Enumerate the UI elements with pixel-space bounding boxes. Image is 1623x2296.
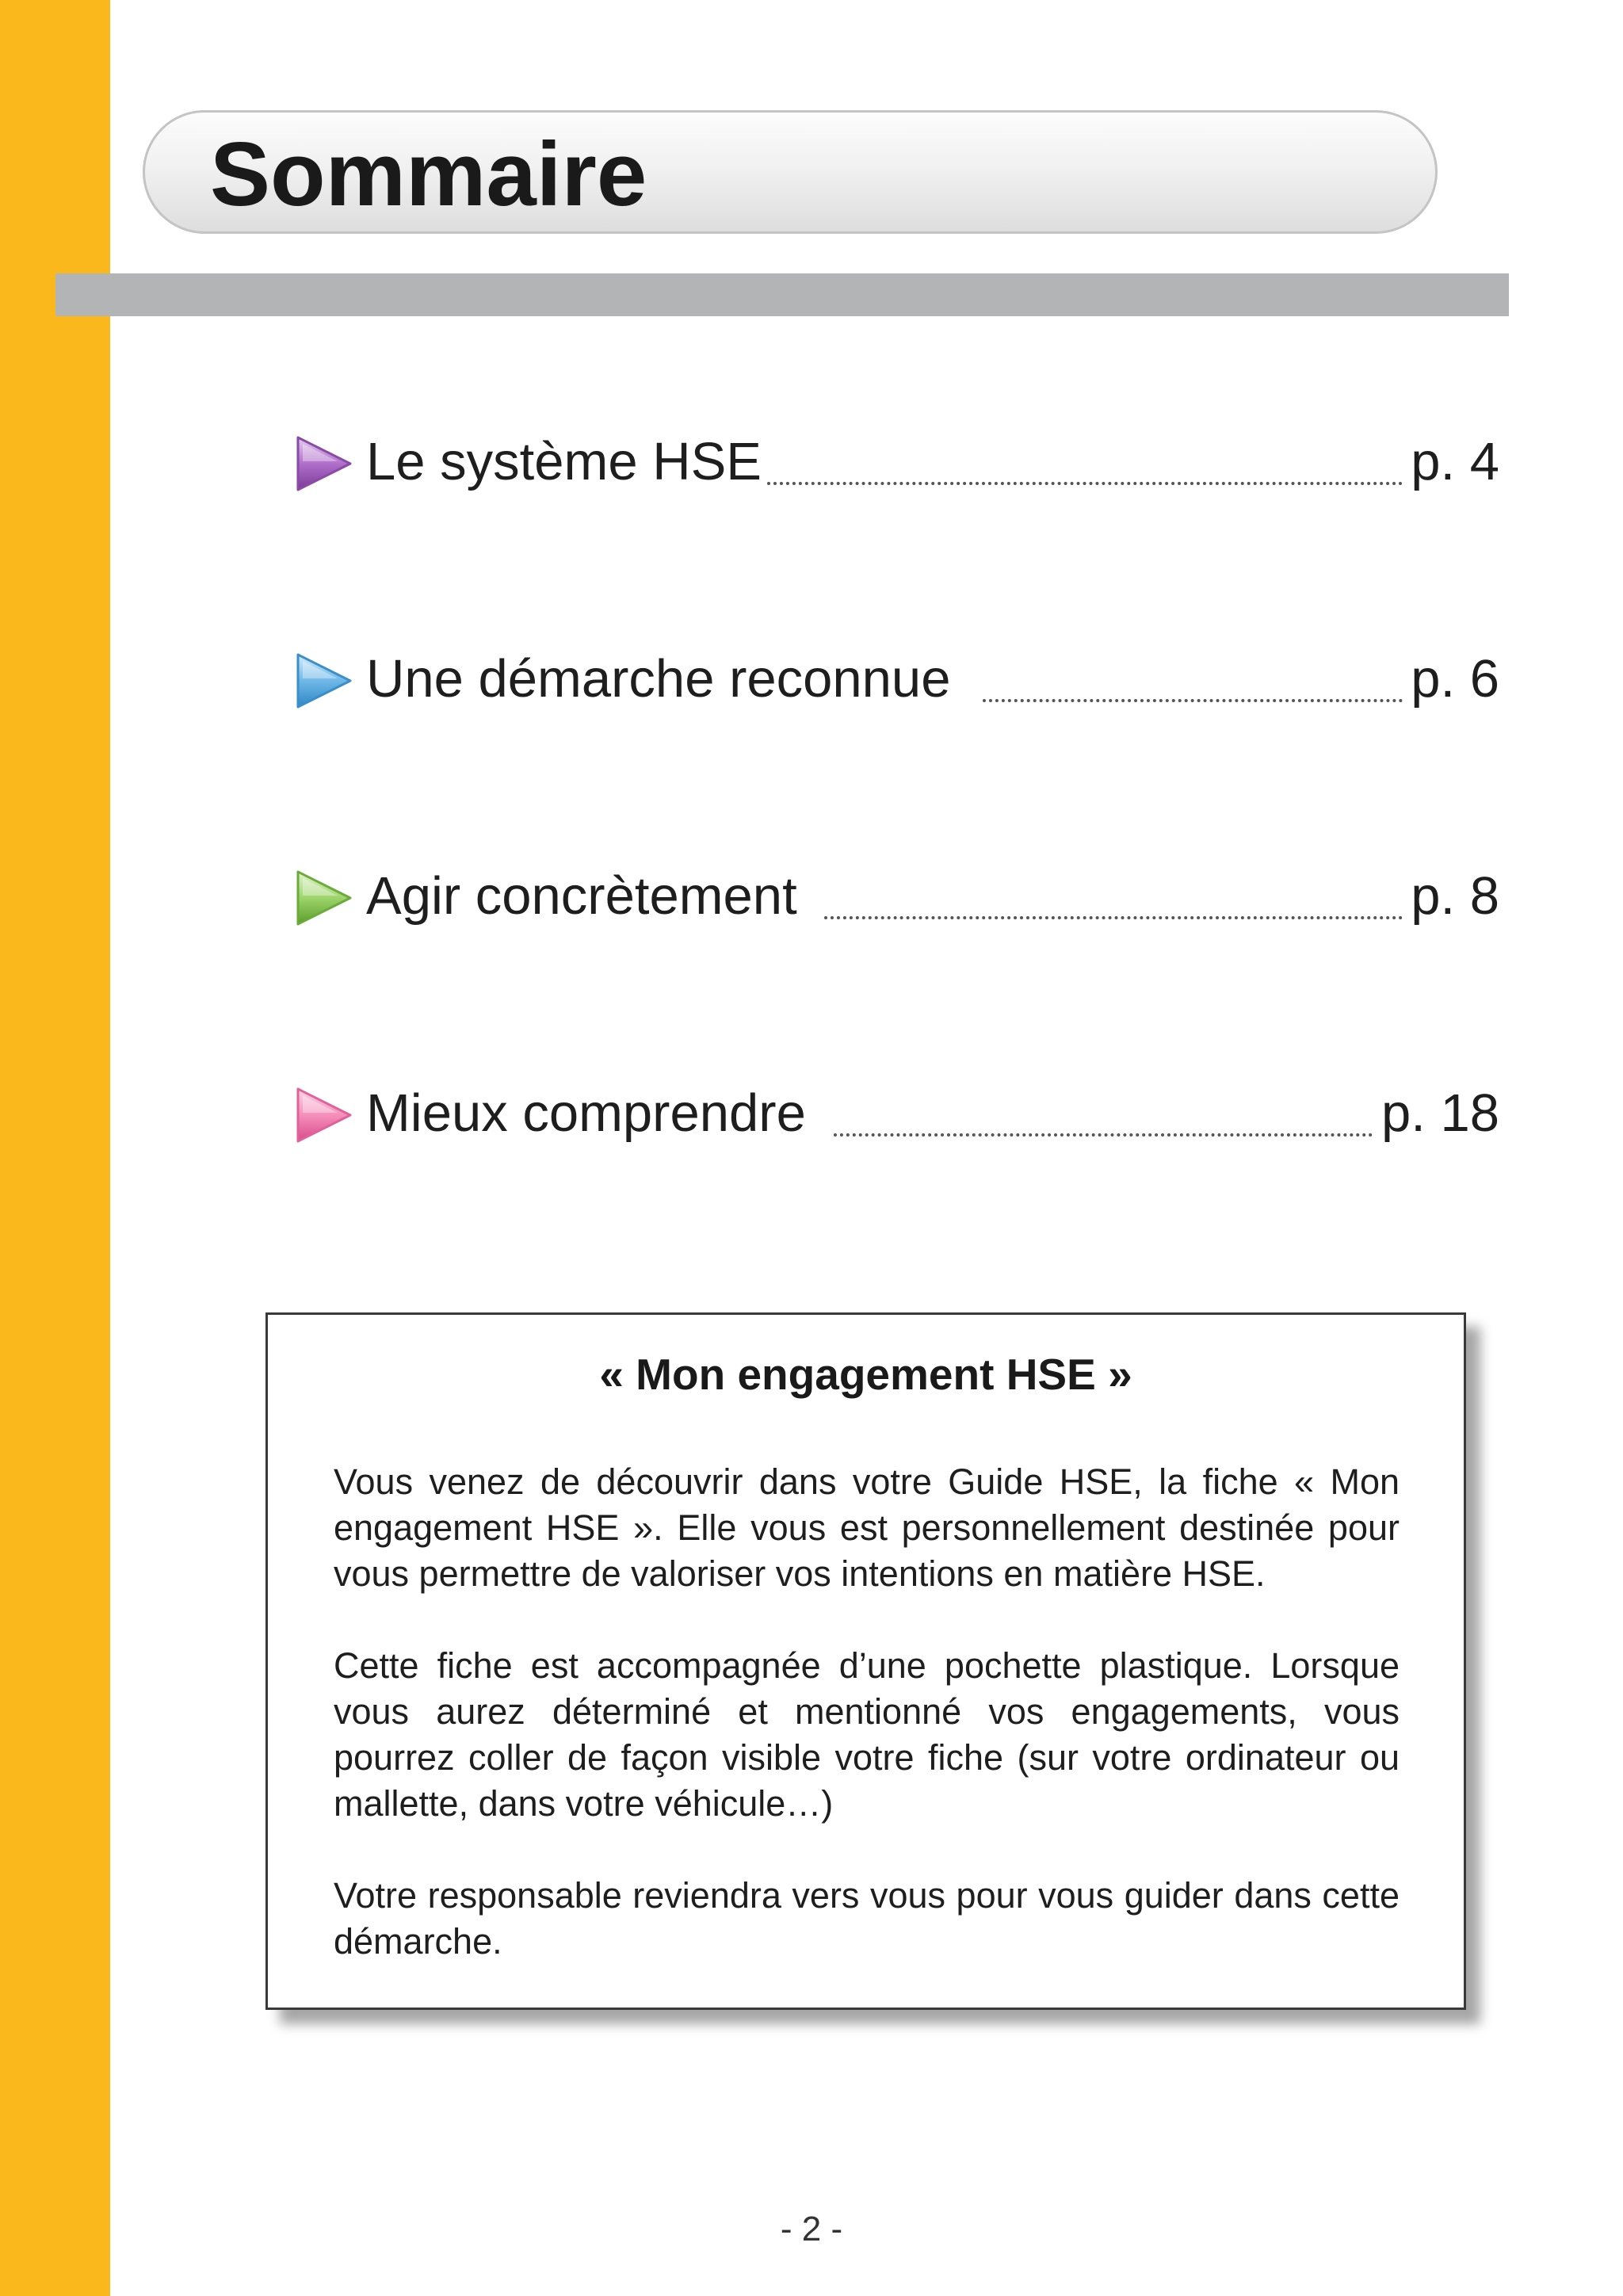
toc-item-label: Agir concrètement [366, 866, 797, 926]
triangle-arrow-icon [293, 869, 353, 927]
toc-item-page: p. 18 [1381, 1083, 1499, 1143]
engagement-box-title: « Mon engagement HSE » [599, 1350, 1132, 1399]
page-title: Sommaire [210, 124, 647, 225]
toc-item-page: p. 6 [1411, 649, 1499, 709]
title-banner [143, 110, 1438, 234]
toc-dot-leader [834, 1133, 1373, 1137]
toc-item-page: p. 8 [1411, 866, 1499, 926]
toc-item-mieux-comprendre[interactable] [293, 1078, 1499, 1149]
engagement-box [265, 1312, 1466, 2010]
toc-item-label: Mieux comprendre [366, 1083, 806, 1143]
toc-dot-leader [767, 482, 1403, 485]
toc-dot-leader [983, 699, 1403, 702]
header-divider-bar [55, 273, 1509, 316]
triangle-arrow-icon [293, 434, 353, 493]
engagement-box-body [334, 1459, 1400, 2011]
triangle-arrow-icon [293, 1086, 353, 1144]
toc-item-label: Une démarche reconnue [366, 649, 951, 709]
toc-item-agir-concretement[interactable] [293, 861, 1499, 932]
toc-item-systeme-hse[interactable] [293, 426, 1499, 498]
toc-dot-leader [824, 916, 1403, 919]
toc-item-label: Le système HSE [366, 432, 762, 491]
engagement-paragraph: Votre responsable reviendra vers vous pour vous guider dans cette démarche. [334, 1875, 1400, 1962]
engagement-paragraph: Cette fiche est accompagnée d’une pochette plastique. Lorsque vous aurez déterminé et mentionné vos engagements, vous pourrez coller de façon visible votre fiche (sur votre ordinateur ou mallette, dans votre véhicule…) [334, 1645, 1400, 1824]
toc-item-demarche-reconnue[interactable] [293, 644, 1499, 715]
triangle-arrow-icon [293, 651, 353, 710]
side-color-band [0, 0, 110, 2296]
page-number: - 2 - [780, 2210, 843, 2248]
engagement-paragraph: Vous venez de découvrir dans votre Guide HSE, la fiche « Mon engagement HSE ». Elle vous est personnellement destinée pour vous permettre de valoriser vos intentions en matière HSE. [334, 1461, 1400, 1594]
toc-item-page: p. 4 [1411, 432, 1499, 491]
